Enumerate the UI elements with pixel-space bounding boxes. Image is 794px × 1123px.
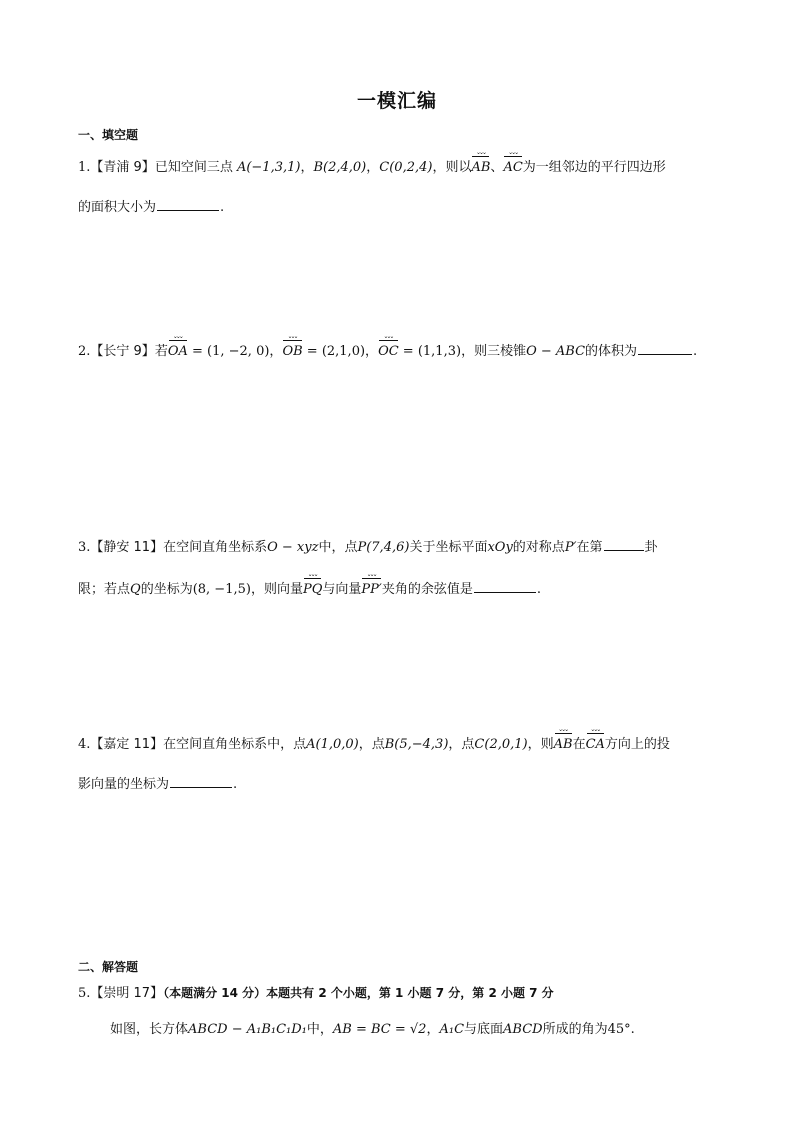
question-number: 4. — [78, 737, 91, 752]
answer-blank[interactable] — [474, 578, 536, 593]
question-5-line-1: 如图，长方体ABCD − A₁B₁C₁D₁中，AB = BC = √2，A₁C与底面ABCD所成的角为45°. — [110, 1022, 635, 1037]
cuboid: ABCD − A₁B₁C₁D₁ — [188, 1022, 307, 1037]
vector-ab: AB ˇˇˇ — [471, 158, 490, 178]
point-c: C(2,0,1) — [474, 737, 528, 752]
vector-ac: AC ˇˇˇ — [503, 158, 522, 178]
point-p-prime: P′ — [564, 540, 577, 555]
point-q: Q — [130, 582, 141, 597]
question-number: 3. — [78, 540, 91, 555]
question-source-tag: 【崇明 17】 — [90, 986, 164, 1001]
question-source-tag: 【静安 11】 — [90, 540, 164, 555]
question-source-tag: 【长宁 9】 — [90, 344, 155, 359]
question-source-tag: 【青浦 9】 — [90, 160, 155, 175]
point-q-coordinates: (8, −1,5) — [192, 582, 251, 597]
point-c: C(0,2,4) — [379, 160, 433, 175]
vector-ca: CA ˇˇˇ — [586, 735, 605, 755]
angle-value: 45° — [607, 1022, 631, 1037]
vector-ab: AB ˇˇˇ — [554, 735, 573, 755]
answer-blank[interactable] — [170, 773, 232, 788]
vector-pp-prime: PP′ ˇˇˇ — [361, 580, 381, 600]
coordinate-system: O − xyz — [267, 540, 319, 555]
question-source-tag: 【嘉定 11】 — [90, 737, 164, 752]
section-answer-questions: 二、解答题 — [78, 960, 139, 974]
question-number: 5. — [78, 986, 91, 1001]
vector-ob: OB ˇˇˇ — [282, 342, 302, 362]
vector-pq: PQ ˇˇˇ — [303, 580, 322, 600]
question-3-line-2: 限；若点Q的坐标为(8, −1,5)，则向量PQ ˇˇˇ与向量PP′ ˇˇˇ夹角的余弦值是 . — [78, 578, 541, 600]
question-score-note: （本题满分 14 分）本题共有 2 个小题，第 1 小题 7 分，第 2 小题 7 分 — [163, 986, 554, 1000]
point-a: A(−1,3,1) — [236, 160, 301, 175]
vector-oc: OC ˇˇˇ — [378, 342, 399, 362]
plane-xoy: xOy — [487, 540, 513, 555]
vector-oa: OA ˇˇˇ — [168, 342, 188, 362]
diagonal-a1c: A₁C — [439, 1022, 465, 1037]
question-4-line-1: 4.【嘉定 11】在空间直角坐标系中，点A(1,0,0)，点B(5,−4,3)，点C(2,0,1)，则AB ˇˇˇ在CA ˇˇˇ方向上的投 — [78, 735, 670, 755]
edge-equation: AB = BC = √2 — [332, 1022, 427, 1037]
question-2-line-1: 2.【长宁 9】若OA ˇˇˇ = (1, −2, 0)，OB ˇˇˇ = (2,1,0)，OC ˇˇˇ = (1,1,3)，则三棱锥O − ABC的体积为 . — [78, 340, 697, 362]
point-b: B(5,−4,3) — [384, 737, 449, 752]
section-fill-in-blank: 一、填空题 — [78, 128, 139, 142]
tetrahedron: O − ABC — [526, 344, 586, 359]
answer-blank[interactable] — [157, 196, 219, 211]
point-b: B(2,4,0) — [313, 160, 367, 175]
page-title: 一模汇编 — [356, 90, 437, 112]
question-1-line-1: 1.【青浦 9】已知空间三点 A(−1,3,1)，B(2,4,0)，C(0,2,4)，则以AB ˇˇˇ、AC ˇˇˇ为一组邻边的平行四边形 — [78, 158, 666, 178]
question-4-line-2: 影向量的坐标为 . — [78, 773, 237, 795]
base-face: ABCD — [503, 1022, 543, 1037]
answer-blank[interactable] — [638, 340, 692, 355]
answer-blank[interactable] — [604, 536, 644, 551]
question-3-line-1: 3.【静安 11】在空间直角坐标系O − xyz中，点P(7,4,6)关于坐标平面xOy的对称点P′在第 卦 — [78, 536, 658, 558]
question-number: 2. — [78, 344, 91, 359]
point-a: A(1,0,0) — [306, 737, 359, 752]
question-5-header — [78, 983, 554, 1004]
question-1-line-2: 的面积大小为 . — [78, 196, 224, 218]
point-p: P(7,4,6) — [357, 540, 410, 555]
question-number: 1. — [78, 160, 91, 175]
